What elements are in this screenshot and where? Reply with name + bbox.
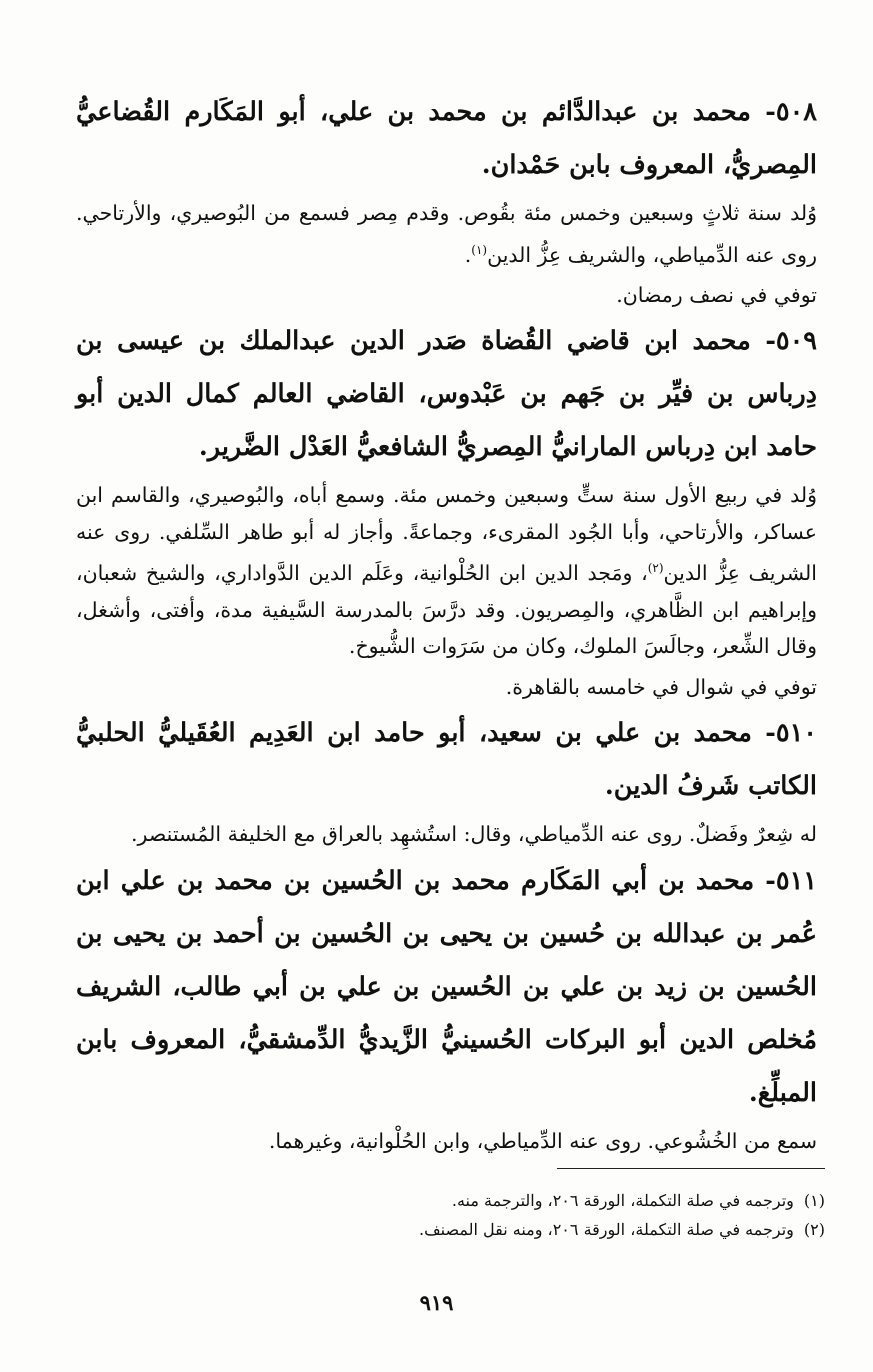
entry-body-text-end: . bbox=[464, 242, 472, 267]
entry-body-text: وُلد في ربيع الأول سنة ستٍّ وسبعين وخمس مئة. وسمع أباه، والبُوصيري، والقاسم ابن عساكر، والأرتاحي، وأبا الجُود المقرىء، وجماعةً. وأجاز له أبو طاهر السِّلفي. روى عنه الشريف عِزُّ الدين bbox=[76, 483, 817, 586]
footnote-separator bbox=[557, 1168, 825, 1169]
entry-heading: ٥٠٩- محمد ابن قاضي القُضاة صَدر الدين عبدالملك بن عيسى بن دِرباس بن فيِّر بن جَهم بن عَبْدوس، القاضي العالم كمال الدين أبو حامد ابن دِرباس المارانيُّ المِصريُّ الشافعيُّ العَدْل الضَّرير. bbox=[76, 326, 817, 463]
footnote-text: وترجمه في صلة التكملة، الورقة ٢٠٦، ومنه نقل المصنف. bbox=[418, 1220, 794, 1239]
entry-body: سمع من الخُشُوعي. روى عنه الدِّمياطي، وابن الحُلْوانية، وغيرهما. bbox=[268, 1128, 817, 1153]
biography-entry-509 bbox=[76, 315, 817, 705]
entry-body-text: وُلد سنة ثلاثٍ وسبعين وخمس مئة بقُوص. وقدم مِصر فسمع من البُوصيري، والأرتاحي. روى عنه الدِّمياطي، والشريف عِزُّ الدين bbox=[76, 201, 817, 267]
entry-heading: ٥١٠- محمد بن علي بن سعيد، أبو حامد ابن العَدِيم العُقَيليُّ الحلبيُّ الكاتب شَرفُ الدين. bbox=[76, 718, 817, 802]
death-note: توفي في نصف رمضان. bbox=[616, 282, 817, 307]
page-number: ٩١٩ bbox=[419, 1290, 454, 1315]
entry-body bbox=[76, 477, 817, 664]
footnotes bbox=[76, 1186, 825, 1244]
entry-body-text-end: ، ومَجد الدين ابن الحُلْوانية، وعَلَم الدين الدَّواداري، والشيخ شعبان، وإبراهيم ابن الظَّاهري، والمِصريون. وقد درَّسَ بالمدرسة السَّيفية مدة، وأفتى، وأشغل، وقال الشِّعر، وجالَسَ الملوك، وكان من سَرَوات الشُّيوخ. bbox=[76, 561, 817, 659]
footnote-reference[interactable]: (١) bbox=[471, 242, 488, 257]
footnote-reference[interactable]: (٢) bbox=[647, 561, 664, 576]
footnote-number: (٢) bbox=[803, 1220, 825, 1239]
entry-heading: ٥٠٨- محمد بن عبدالدَّائم بن محمد بن علي، أبو المَكَارم القُضاعيُّ المِصريُّ، المعروف بابن حَمْدان. bbox=[76, 97, 817, 180]
biography-entry-511 bbox=[76, 855, 817, 1160]
biography-entry-510 bbox=[76, 707, 817, 853]
entry-heading: ٥١١- محمد بن أبي المَكَارم محمد بن الحُسين بن محمد بن علي ابن عُمر بن عبدالله بن حُسين بن يحيى بن الحُسين بن أحمد بن يحيى بن الحُسين بن زيد بن علي بن الحُسين بن علي بن أبي طالب، الشريف مُخلص الدين أبو البركات الحُسينيُّ الزَّيديُّ الدِّمشقيُّ، المعروف بابن المبلِّغ. bbox=[76, 865, 817, 1108]
footnote-1 bbox=[76, 1186, 825, 1215]
entry-body bbox=[76, 195, 817, 273]
death-note: توفي في شوال في خامسه بالقاهرة. bbox=[505, 674, 817, 699]
entry-body: له شِعرٌ وفَضلٌ. روى عنه الدِّمياطي، وقال: استُشهِد بالعراق مع الخليفة المُستنصر. bbox=[131, 822, 817, 847]
footnote-2 bbox=[76, 1215, 825, 1244]
footnote-text: وترجمه في صلة التكملة، الورقة ٢٠٦، والترجمة منه. bbox=[451, 1191, 794, 1210]
biography-entry-508 bbox=[76, 86, 817, 313]
footnote-number: (١) bbox=[803, 1191, 825, 1210]
